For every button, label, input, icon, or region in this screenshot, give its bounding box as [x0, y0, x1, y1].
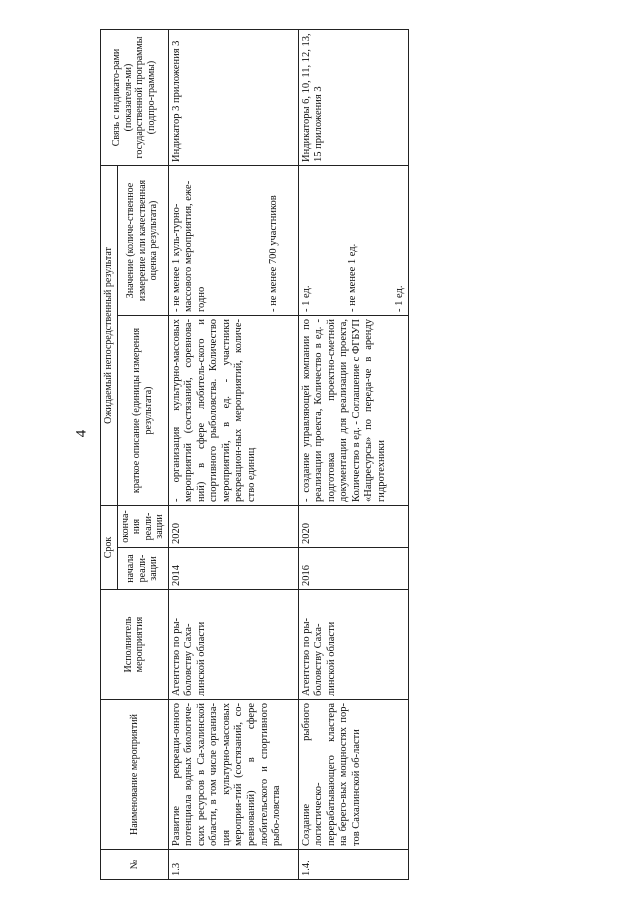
- row-link: Индикаторы 6, 10, 11, 12, 13, 15 приложения 3: [298, 29, 409, 165]
- row-num: 1.3: [168, 850, 298, 880]
- row-executor: Агентство по ры-боловству Саха-линской области: [168, 590, 298, 700]
- activities-table: [100, 29, 409, 880]
- row-start: 2016: [298, 548, 409, 590]
- table-row: [168, 29, 298, 879]
- header-expected-value: Значение (количе-ственное измерение или качественная оценка результата): [117, 165, 168, 315]
- row-name: Создание рыбного логистическо-перерабатывающего кластера на берего-вых мощностях пор-тов Сахалинской об-ласти: [298, 700, 409, 850]
- row-desc: - организация культурно-массовых мероприятий (состязаний, соревнова-ний) в сфере любитель-ского и спортивного рыболовства. Количество мероприятий, в ед. - участники рекреацион-ных мероприятий, количе-ство единиц: [168, 316, 298, 506]
- row-name: Развитие рекреаци-онного потенциала водных биологиче-ских ресурсов в Са-халинской области, в том числе организа-ция культурно-массовых мероприя-тий (состязаний, со-ревнований) в сфере любительского и спортивного рыбо-ловства: [168, 700, 298, 850]
- row-value-3: - 1 ед.: [393, 285, 405, 312]
- row-desc: - создание управляющей компании по реализации проекта, Количество в ед. - подготовка проектно-сметной документации для реализации проекта, Количество в ед. - Соглашение с ФГБУП «Нацресурсы» по переда-че в аренду гидротехники: [298, 316, 409, 506]
- header-num: №: [101, 850, 169, 880]
- row-num: 1.4.: [298, 850, 409, 880]
- row-link: Индикатор 3 приложения 3: [168, 29, 298, 165]
- row-end: 2020: [298, 506, 409, 548]
- header-term: Срок: [101, 506, 118, 590]
- row-value-1: - 1 ед.: [300, 285, 312, 312]
- rotated-page: [100, 30, 405, 880]
- row-value-2: - не менее 1 ед.: [347, 243, 359, 312]
- row-value-1: - не менее 1 куль-турно-массового мероприятия, еже-годно: [170, 180, 207, 312]
- table-row: [298, 29, 409, 879]
- row-executor: Агентство по ры-боловству Саха-линской области: [298, 590, 409, 700]
- row-value-2: - не менее 700 участников: [268, 195, 280, 312]
- page-number: 4: [73, 429, 90, 438]
- header-name: Наименование мероприятий: [101, 700, 169, 850]
- header-row-1: [101, 29, 118, 879]
- row-value: [298, 165, 409, 315]
- header-expected-desc: краткое описание (единицы измерения результата): [117, 316, 168, 506]
- header-link: Связь с индикато-рами (показателя-ми) государственной программы (подпро-граммы): [101, 29, 169, 165]
- header-expected: Ожидаемый непосредственный результат: [101, 165, 118, 505]
- row-start: 2014: [168, 548, 298, 590]
- header-term-end: оконча-ния реали-зации: [117, 506, 168, 548]
- header-term-start: начала реали-зации: [117, 548, 168, 590]
- row-end: 2020: [168, 506, 298, 548]
- row-value: [168, 165, 298, 315]
- header-executor: Исполнитель мероприятия: [101, 590, 169, 700]
